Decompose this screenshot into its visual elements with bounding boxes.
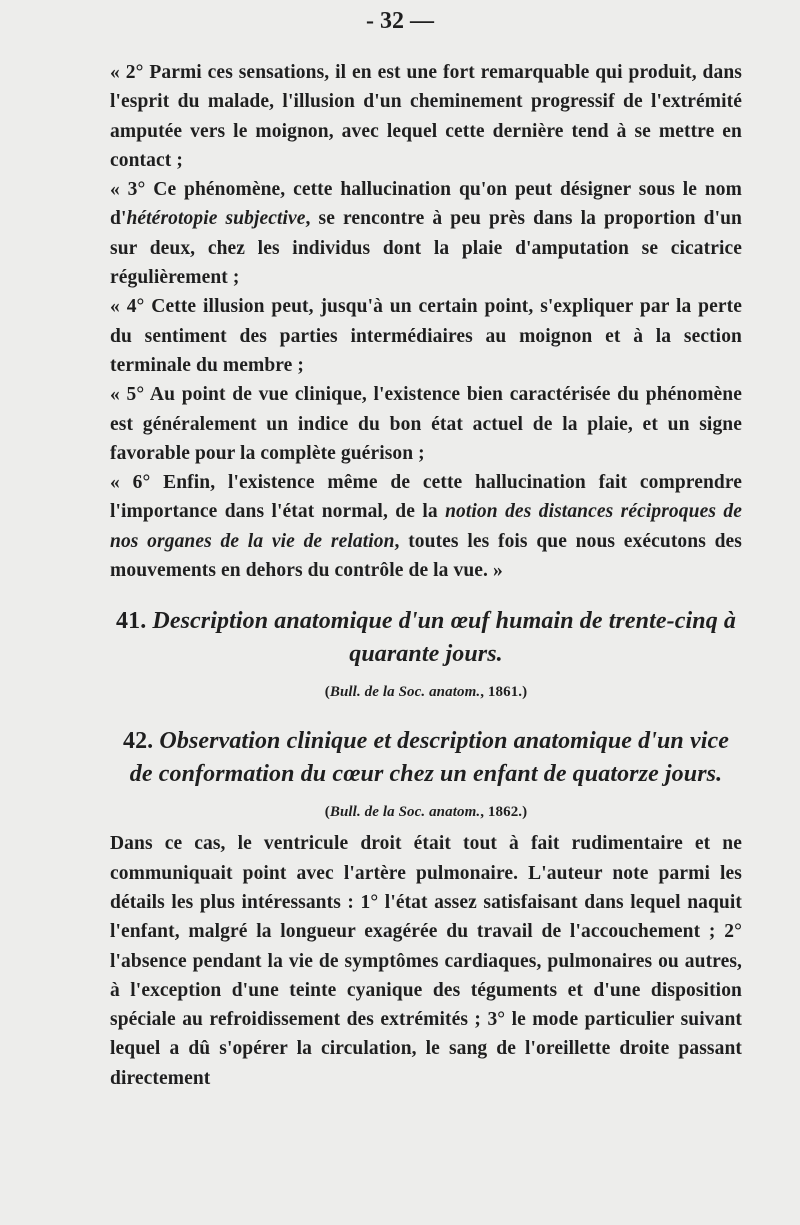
paragraph-3 (110, 175, 742, 292)
citation-open: ( (324, 684, 330, 701)
paragraph-text: « 2° Parmi ces sensations, il en est une fort remarquable qui produit, dans l'esprit du malade, l'illusion d'un cheminement progressif de l'extrémité amputée vers le moignon, avec lequel cette dernière tend à se mettre en contact ; (110, 62, 742, 171)
section-42-body: Dans ce cas, le ventricule droit était tout à fait rudimentaire et ne communiquait point avec l'artère pulmonaire. L'auteur note parmi les détails les plus intéressants : 1° l'état assez satisfaisant dans lequel naquit l'enfant, malgré la longueur exagérée du travail de l'accouchement ; 2° l'absence pendant la vie de symptômes cardiaques, pulmonaires ou autres, à l'exception d'une teinte cyanique des téguments et d'une disposition spéciale au refroidissement des extrémités ; 3° le mode particulier suivant lequel a dû s'opérer la circulation, le sang de l'oreillette droite passant directement (110, 833, 742, 1089)
paragraph-text: « 3° Ce phénomène, cette hallucination qu'on peut désigner sous le nom d' (110, 179, 742, 230)
paragraph-2 (110, 58, 742, 175)
section-title: Observation clinique et description anatomique d'un vice de conformation du cœur chez un enfant de quatorze jours. (129, 728, 730, 788)
page-number: - 32 — (366, 8, 434, 34)
citation-year: , 1862.) (480, 804, 528, 821)
page-body (110, 58, 742, 1093)
citation-journal: Bull. de la Soc. anatom. (329, 684, 481, 701)
paragraph-6 (110, 468, 742, 585)
citation-open: ( (324, 804, 330, 821)
section-number: 41. (116, 608, 147, 635)
paragraph-text: , se rencontre à peu près dans la proportion d'un sur deux, chez les individus dont la plaie d'amputation se cicatrice régulièrement ; (110, 208, 742, 289)
section-41-citation (110, 679, 742, 705)
paragraph-text: « 6° Enfin, l'existence même de cette hallucination fait comprendre l'importance dans l'état normal, de la (110, 472, 742, 523)
section-title: Description anatomique d'un œuf humain de trente-cinq à quarante jours. (152, 608, 736, 668)
section-42-heading (110, 725, 742, 791)
paragraph-text: , toutes les fois que nous exécutons des mouvements en dehors du contrôle de la vue. » (110, 530, 742, 582)
citation-journal: Bull. de la Soc. anatom. (329, 804, 481, 821)
paragraph-emphasis: hétérotopie subjective (126, 208, 306, 230)
paragraph-emphasis: notion des distances réciproques de nos organes de la vie de relation (110, 501, 742, 552)
section-number: 42. (122, 728, 154, 755)
paragraph-5 (110, 380, 742, 468)
paragraph-text: « 4° Cette illusion peut, jusqu'à un certain point, s'expliquer par la perte du sentiment des parties intermédiaires au moignon et à la section terminale du membre ; (110, 296, 742, 376)
paragraph-4 (110, 292, 742, 380)
citation-year: , 1861.) (480, 684, 528, 701)
section-41-heading (110, 605, 742, 671)
paragraph-text: « 5° Au point de vue clinique, l'existence bien caractérisée du phénomène est généralement un indice du bon état actuel de la plaie, et un signe favorable pour la complète guérison ; (110, 384, 742, 464)
section-42-citation (110, 799, 742, 825)
